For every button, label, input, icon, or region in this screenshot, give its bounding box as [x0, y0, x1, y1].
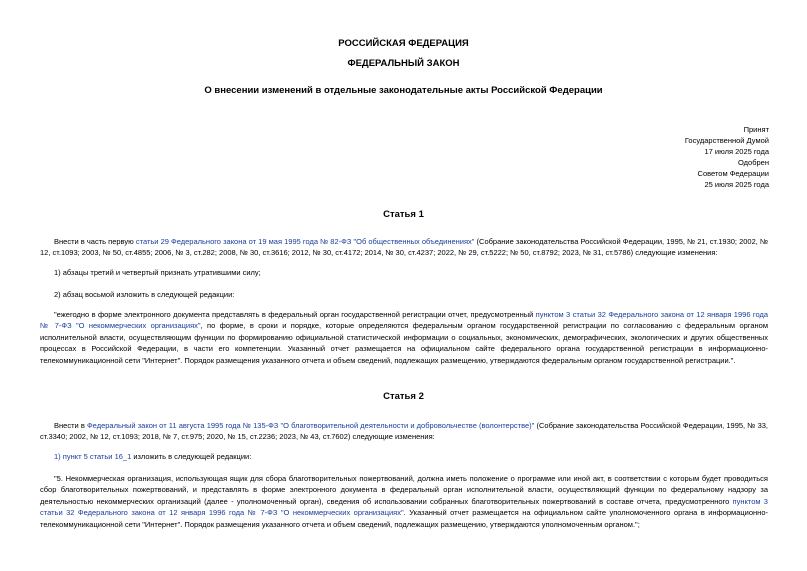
law-title: О внесении изменений в отдельные законодательные акты Российской Федерации — [204, 85, 603, 96]
quote-text: , по форме, в сроки и порядке, которые определяются федеральным органом государственной регистрации по согласованию с федеральным органом исполнительной власти, осуществляющим функции по формированию официальной статистической информации о социальных, экономических, демографических, экологических и других общественных процессах в Российской Федерации, в части его компетенции. Указанный отчет размещается на официальном сайте федерального органа государственной регистрации в информационно-телекоммуникационной сети "Интернет". Порядок размещения указанного отчета и объем сведений, подлежащих размещению, утверждаются федеральным органом государственной регистрации.". — [40, 321, 768, 365]
adoption-line: Советом Федерации — [697, 169, 769, 178]
article-2-quote — [40, 473, 768, 530]
quote-text: "5. Некоммерческая организация, использующая ящик для сбора благотворительных пожертвований, должна иметь положение о программе или иной акт, в соответствии с которым будет проводиться сбор благотворительных пожертвований, и представлять в форме электронного документа в федеральный орган исполнительной власти, осуществляющий функции по федеральному надзору за деятельностью некоммерческих организаций (далее - уполномоченный орган), сведения об использовании собранных благотворительных пожертвований в составе отчета, предусмотренного — [40, 474, 768, 506]
quote-text: . Указанный отчет размещается на официальном сайте уполномоченного органа в информационно-телекоммуникационной сети "Интернет". Порядок размещения указанного отчета и объем сведений, подлежащих размещению, утверждаются уполномоченным органом."; — [40, 508, 768, 529]
article-1-item-1: 1) абзацы третий и четвертый признать утратившими силу; — [54, 268, 261, 277]
article-2-intro — [40, 420, 768, 443]
quote-text: "ежегодно в форме электронного документа представлять в федеральный орган государственной регистрации отчет, предусмотренный — [54, 310, 536, 319]
law-135-fz-link[interactable]: Федеральный закон от 11 августа 1995 года № 135-ФЗ "О благотворительной деятельности и добровольчестве (волонтерстве)" — [86, 421, 535, 430]
article-1-heading: Статья 1 — [383, 209, 424, 220]
adoption-line: 17 июля 2025 года — [704, 147, 769, 156]
article-1-item-2: 2) абзац восьмой изложить в следующей редакции: — [54, 290, 235, 299]
article-16-1-link[interactable]: 1) пункт 5 статьи 16_1 — [54, 452, 132, 461]
law-7-fz-link[interactable]: пунктом 3 статьи 32 Федерального закона от 12 января 1996 года № 7-ФЗ "О некоммерческих организациях" — [40, 310, 768, 331]
law-7-fz-link[interactable]: пунктом 3 статьи 32 Федерального закона от 12 января 1996 года № 7-ФЗ "О некоммерческих организациях" — [40, 496, 768, 518]
intro-text: Внести в — [54, 421, 87, 430]
adoption-line: Одобрен — [738, 158, 769, 167]
adoption-block — [685, 124, 769, 190]
law-82-fz-link[interactable]: статьи 29 Федерального закона от 19 мая 1995 года № 82-ФЗ "Об общественных объединениях" — [135, 237, 475, 246]
country-heading: РОССИЙСКАЯ ФЕДЕРАЦИЯ — [338, 38, 469, 49]
item-text: изложить в следующей редакции: — [131, 452, 252, 461]
adoption-line: 25 июля 2025 года — [704, 180, 769, 189]
intro-text: (Собрание законодательства Российской Федерации, 1995, № 21, ст.1930; 2002, № 12, ст.1093; 2003, № 50, ст.4855; 2006, № 3, ст.282; 2008, № 30, ст.3616; 2012, № 30, ст.4172; 2014, № 30, ст.4237; 2022, № 29, ст.5222; № 50, ст.8792; 2023, № 31, ст.5786) следующие изменения: — [40, 237, 769, 258]
intro-text: (Собрание законодательства Российской Федерации, 1995, № 33, ст.3340; 2002, № 12, ст.1093; 2018, № 7, ст.975; 2020, № 15, ст.2236; 2023, № 43, ст.7602) следующие изменения: — [40, 421, 768, 442]
article-1-quote — [40, 309, 768, 366]
adoption-line: Принят — [743, 125, 769, 134]
law-type-heading: ФЕДЕРАЛЬНЫЙ ЗАКОН — [347, 58, 460, 69]
article-2-heading: Статья 2 — [383, 391, 424, 402]
article-2-item-1 — [40, 451, 768, 462]
intro-text: Внести в часть первую — [54, 237, 136, 246]
adoption-line: Государственной Думой — [684, 136, 769, 145]
article-1-intro — [40, 236, 768, 259]
